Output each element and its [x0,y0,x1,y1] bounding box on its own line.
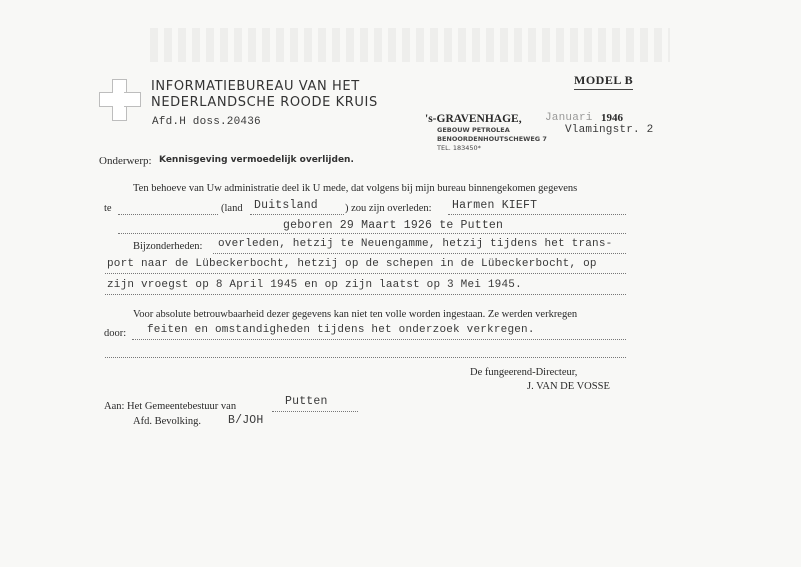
te-label: te [104,203,112,214]
address-line1: GEBOUW PETROLEA [437,126,510,134]
door-value: feiten en omstandigheden tijdens het onderzoek verkregen. [147,324,535,336]
signatory-title: De fungeerend-Directeur, [470,367,578,378]
details-line1: overleden, hetzij te Neuengamme, hetzij tijdens het trans- [218,238,613,250]
model-label: MODEL B [574,73,633,90]
address-typed-over: Vlamingstr. 2 [565,124,654,136]
telephone: TEL. 183450* [437,144,481,152]
details-field-line1 [213,253,626,254]
recipient-value: Putten [285,395,328,408]
blank-field-line [105,357,626,358]
details-field-line3 [105,294,626,295]
birth-details: geboren 29 Maart 1926 te Putten [283,219,504,232]
date-month: Januari [545,112,593,124]
details-field-line2 [105,273,626,274]
land-label: (land [221,203,243,214]
deceased-name: Harmen KIEFT [452,199,538,212]
org-name-line2: NEDERLANDSCHE ROODE KRUIS [151,95,378,110]
land-value: Duitsland [254,199,318,212]
reliability-text: Voor absolute betrouwbaarheid dezer gegevens kan niet ten volle worden ingestaan. Ze werden verkregen [133,309,578,320]
recipient-label: Aan: Het Gemeentebestuur van [104,401,237,412]
details-line2: port naar de Lübeckerbocht, hetzij op de schepen in de Lübeckerbocht, op [107,258,597,270]
subject-label: Onderwerp: [99,155,152,167]
te-field-line [118,214,218,215]
red-cross-emblem [99,79,139,119]
reference-initials: B/JOH [228,414,264,427]
recipient-field-line [272,411,358,412]
place-label: 's-GRAVENHAGE, [425,113,522,125]
bleed-through-text [150,28,670,62]
department-label: Afd. Bevolking. [133,416,201,427]
deceased-label: ) zou zijn overleden: [345,203,432,214]
details-label: Bijzonderheden: [133,241,203,252]
address-line2: BENOORDENHOUTSCHEWEG 7 [437,135,547,143]
born-field-line [118,233,626,234]
dossier-reference: Afd.H doss.20436 [152,116,261,128]
signatory-name: J. VAN DE VOSSE [527,381,610,392]
org-name-line1: INFORMATIEBUREAU VAN HET [151,79,360,94]
details-line3: zijn vroegst op 8 April 1945 en op zijn laatst op 3 Mei 1945. [107,279,522,291]
door-label: door: [104,328,127,339]
door-field-line [132,339,626,340]
date-year: 1946 [601,112,623,124]
subject-text: Kennisgeving vermoedelijk overlijden. [159,155,354,165]
intro-text: Ten behoeve van Uw administratie deel ik U mede, dat volgens bij mijn bureau binnengekomen gegevens [133,183,578,194]
name-field-line [448,214,626,215]
land-field-line [250,214,344,215]
